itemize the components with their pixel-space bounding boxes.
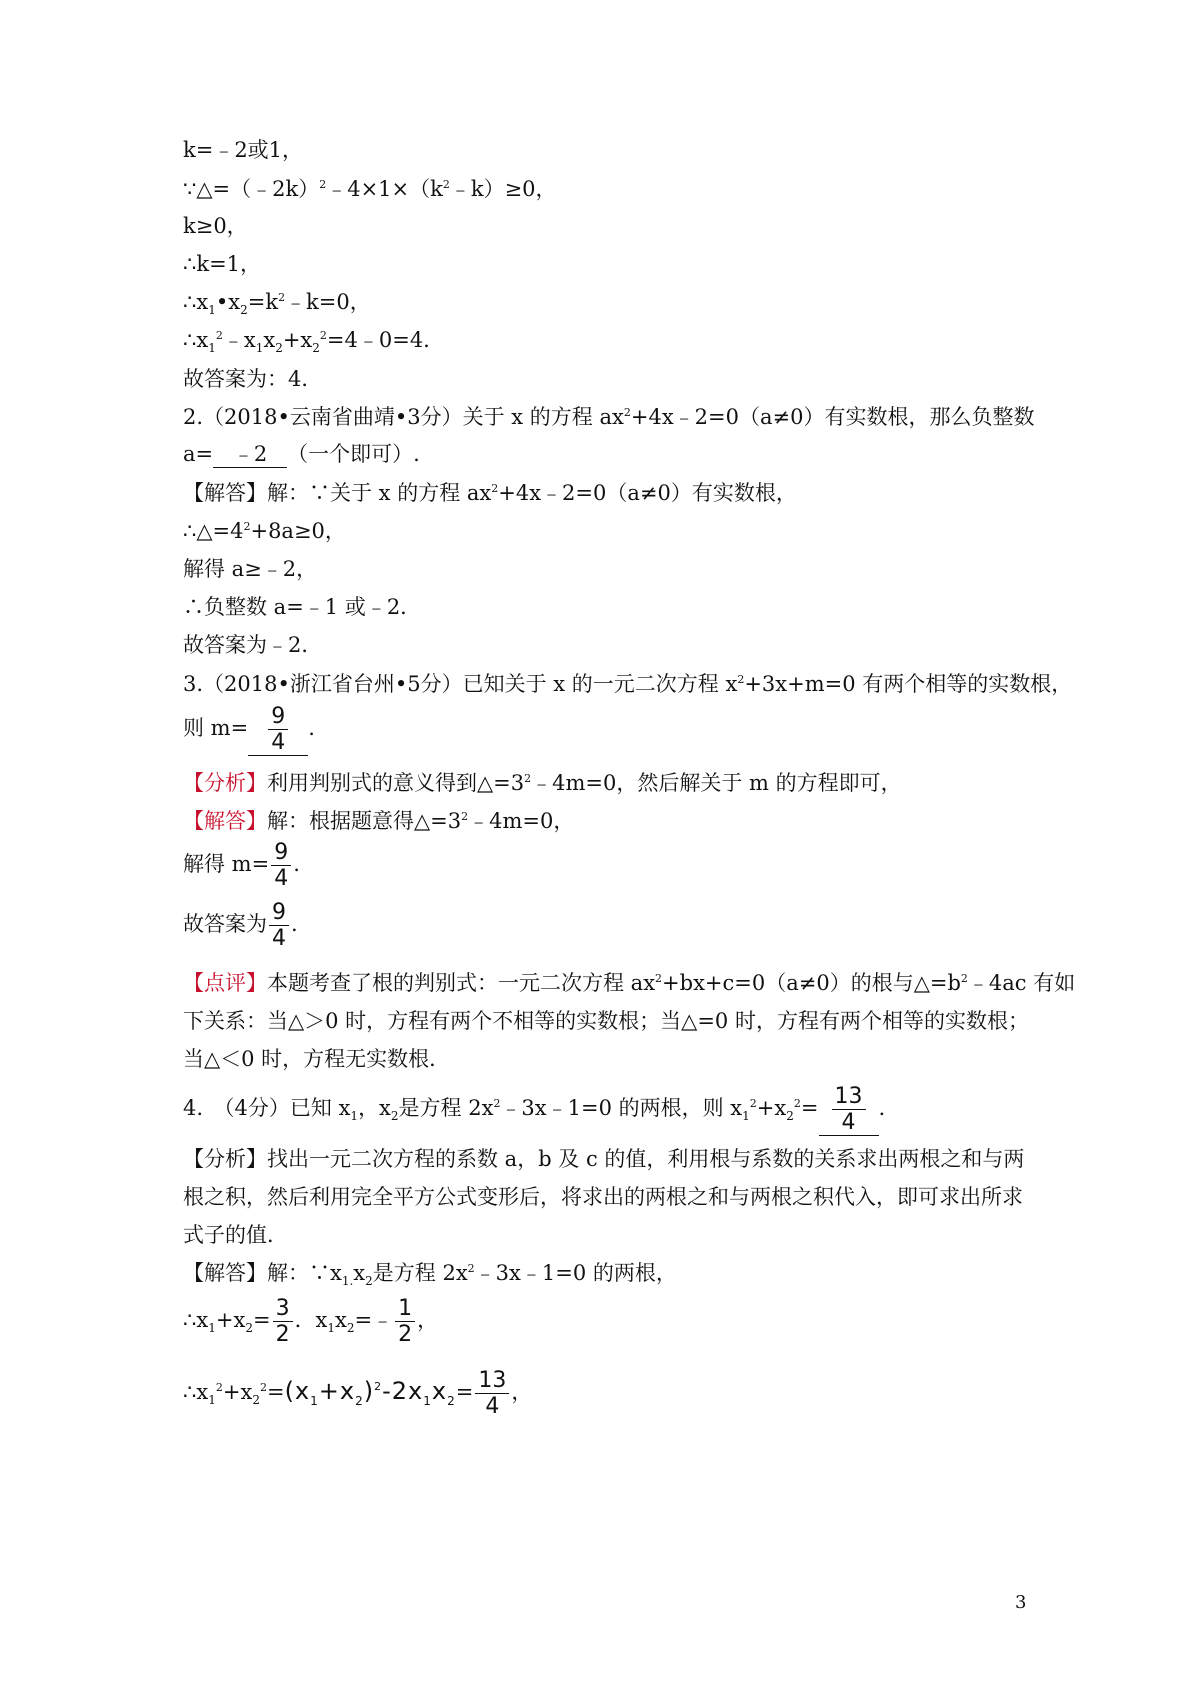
text-line: 故答案为 $\frac{9}{4}$ . xyxy=(183,900,298,951)
text-line: $\therefore x_1^2﹣x_1x_2+x_2^2=4﹣0=4$． xyxy=(183,328,445,356)
question-3-comment: 【点评】本题考查了根的判别式：一元二次方程 $ax^2+bx+c=0(a\ne 0)$的根与$\triangle=b^2﹣4ac$ 有如 xyxy=(183,971,1076,995)
question-3-solution: 【解答】解：根据题意得$\triangle=3^2﹣4m=0$， xyxy=(183,809,575,833)
fraction: $\frac{1}{2}$ xyxy=(395,1296,415,1347)
text-line: 根之积，然后利用完全平方公式变形后，将求出的两根之和与两根之积代入，即可求出所求 xyxy=(183,1185,1023,1209)
text-line: $\therefore x_1+x_2=$ $\frac{3}{2}$ ．$x_1x_2=﹣$ $\frac{1}{2}$ ， xyxy=(183,1296,439,1347)
fraction: $\frac{3}{2}$ xyxy=(273,1296,293,1347)
question-4-solution: 【解答】解：$\because x_{1.}x_2$是方程 $2x^2﹣3x﹣1=0$ 的两根， xyxy=(183,1261,677,1289)
text-line: k=﹣2或1， xyxy=(183,138,304,162)
question-3-answer-line: 则 m= $\frac{9}{4}$ . xyxy=(183,704,315,755)
text-line: $\therefore x_1•x_2=k^2﹣k=0$， xyxy=(183,290,371,318)
text-line: k≥0， xyxy=(183,214,248,238)
question-4-analysis: 【分析】找出一元二次方程的系数 a，b 及 c 的值，利用根与系数的关系求出两根之和与两 xyxy=(183,1147,1025,1171)
text-line: $\therefore\triangle=4^2+8a\ge 0$， xyxy=(183,519,346,543)
question-2-answer-line: a= ﹣2 （一个即可）. xyxy=(183,442,420,466)
answer-blank: ﹣2 xyxy=(213,441,287,468)
page-number: 3 xyxy=(1015,1592,1027,1613)
answer-blank xyxy=(248,704,308,756)
text-line: ∴k=1， xyxy=(183,252,262,276)
answer-blank xyxy=(819,1084,879,1136)
text-line: 解得 a≥﹣2， xyxy=(183,557,318,581)
fraction: $\frac{9}{4}$ xyxy=(271,840,291,891)
text-line: 式子的值． xyxy=(183,1223,288,1247)
text-line: 当△＜0 时，方程无实数根． xyxy=(183,1047,451,1071)
text-line: 故答案为：4． xyxy=(183,367,323,391)
fraction: $\frac{13}{4}$ xyxy=(475,1368,509,1419)
question-3-stem: 3.（2018•浙江省台州•5分）已知关于 x 的一元二次方程 $x^2+3x+m=0$ 有两个相等的实数根， xyxy=(183,672,1073,696)
question-2-stem: 2.（2018•云南省曲靖•3分）关于 x 的方程 $ax^2+4x﹣2=0(a\ne 0)$有实数根，那么负整数 xyxy=(183,405,1035,429)
question-2-solution: 【解答】解：∵关于 x 的方程 $ax^2+4x﹣2=0(a\ne 0)$有实数根， xyxy=(183,481,797,505)
fraction: $\frac{9}{4}$ xyxy=(269,900,289,951)
question-4-stem: 4. （4分）已知 $x_1$，$x_2$是方程 $2x^2﹣3x﹣1=0$ 的两根，则 $x_1^2+x_2^2=$ $\frac{13}{4}$ . xyxy=(183,1084,886,1135)
text-line: 下关系：当△＞0 时，方程有两个不相等的实数根；当△=0 时，方程有两个相等的实数根； xyxy=(183,1009,1029,1033)
fraction: $\frac{9}{4}$ xyxy=(268,704,288,755)
text-line: 故答案为﹣2． xyxy=(183,633,323,657)
text-line: $\because\triangle=(﹣2k)^2﹣4\times 1\times(k^2﹣k)\ge 0$， xyxy=(183,177,557,201)
question-3-analysis: 【分析】利用判别式的意义得到$\triangle=3^2﹣4m=0$，然后解关于 m 的方程即可， xyxy=(183,771,902,795)
text-line: ∴负整数 a=﹣1 或﹣2． xyxy=(183,595,422,619)
fraction: $\frac{13}{4}$ xyxy=(832,1084,866,1135)
text-line: $\therefore x_1^2+x_2^2=(x_1+x_2)^2-2x_1x_2=$ $\frac{13}{4}$ ， xyxy=(183,1368,533,1419)
text-line: 解得 m= $\frac{9}{4}$ . xyxy=(183,840,300,891)
